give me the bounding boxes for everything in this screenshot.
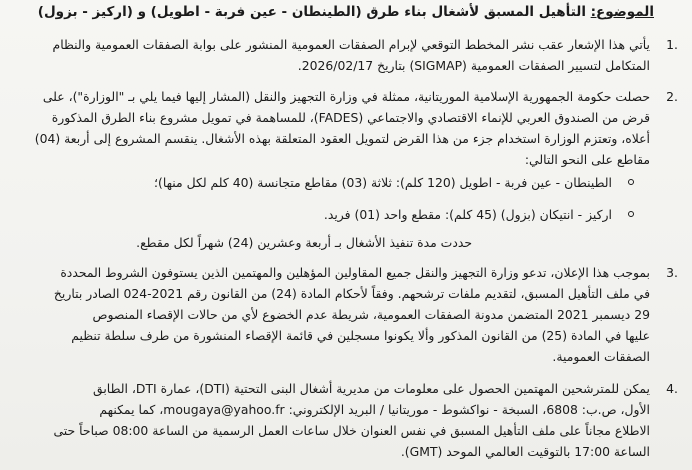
paragraph-line: المتكامل لتسيير الصفقات العمومية (SIGMAP) بتاريخ 2026/02/17. [297, 58, 650, 73]
paragraph-line: الصفقات العمومية. [552, 349, 650, 364]
paragraph-line: يأتي هذا الإشعار عقب نشر المخطط التوقعي لإبرام الصفقات العمومية المنشور على بوابة الصفقات العمومية والنظام [52, 37, 650, 52]
bullet-text: اركيز - انتيكان (بزول) (45 كلم): مقطع واحد (01) فريد. [323, 207, 612, 222]
paragraph-line: يمكن للمترشحين المهتمين الحصول على معلومات من مديرية أشغال البنى التحتية (DTI)، عمارة DTI، الطابق [93, 381, 650, 396]
paragraph-4 [20, 378, 678, 462]
paragraph-line: الساعة 17:00 بالتوقيت العالمي الموحد (GMT). [400, 444, 650, 459]
paragraph-line: مقاطع على النحو التالي: [524, 152, 650, 167]
paragraph-line: في ملف التأهيل المسبق، لتقديم ملفات ترشحهم. وفقاً لأحكام المادة (24) من القانون رقم 2021-024 الصادر بتاريخ [53, 286, 650, 301]
paragraph-1 [20, 34, 678, 76]
paragraph-line: 29 ديسمبر 2021 المتضمن مدونة الصفقات العمومية، شريطة عدم الخضوع لأي من حالات الإقصاء المنصوص [92, 307, 650, 322]
subject-text: التأهيل المسبق لأشغال بناء طرق (الطينطان - عين فربة - اطويل) و (اركيز - بزول) [37, 4, 586, 20]
paragraph-number: 2. [666, 89, 678, 104]
bullet-text: الطينطان - عين فربة - اطويل (120 كلم): ثلاثة (03) مقاطع متجانسة (40 كلم لكل منها)؛ [154, 175, 612, 190]
duration-note: حددت مدة تنفيذ الأشغال بـ أربعة وعشرين (24) شهراً لكل مقطع. [136, 235, 472, 250]
paragraph-3 [20, 262, 678, 367]
paragraph-number: 3. [666, 265, 678, 280]
paragraph-line: الاطلاع مجاناً على ملف التأهيل المسبق في نفس العنوان خلال ساعات العمل الرسمية من الساعة 08:00 صباحاً حتى [53, 423, 650, 438]
bullet-item [60, 172, 612, 193]
paragraph-2 [20, 86, 678, 170]
bullet-circle-icon [628, 211, 634, 217]
bullet-item [60, 204, 612, 225]
paragraph-line: بموجب هذا الإعلان، تدعو وزارة التجهيز والنقل جميع المقاولين المؤهلين والمهتمين الذين يستوفون الشروط المحددة [60, 265, 650, 280]
paragraph-line: قرض من الصندوق العربي للإنماء الاقتصادي والاجتماعي (FADES)، للمساهمة في تمويل مشروع بناء الطرق المذكورة [51, 110, 650, 125]
bullet-circle-icon [628, 179, 634, 185]
paragraph-line: أعلاه، وتعتزم الوزارة استخدام جزء من هذا القرض لتمويل العقود المتعلقة بهذه الأشغال. ينقسم المشروع إلى أربعة (04) [34, 131, 650, 146]
paragraph-line: عليها في المادة (25) من القانون المذكور وألا يكونوا مسجلين في قائمة الإقصاء المنشورة من طرف سلطة تنظيم [71, 328, 650, 343]
paragraph-number: 4. [666, 381, 678, 396]
paragraph-line: حصلت حكومة الجمهورية الإسلامية الموريتانية، ممثلة في وزارة التجهيز والنقل (المشار إليها فيما يلي بـ "الوزارة")، على [42, 89, 650, 104]
subject-label: الموضوع: [590, 4, 654, 20]
subject-line [37, 4, 654, 20]
paragraph-line: الأول، ص.ب: 6808، السبخة - نواكشوط - موريتانيا / البريد الإلكتروني: mougaya@yahoo.fr، كما يمكنهم [99, 402, 650, 417]
paragraph-number: 1. [666, 37, 678, 52]
